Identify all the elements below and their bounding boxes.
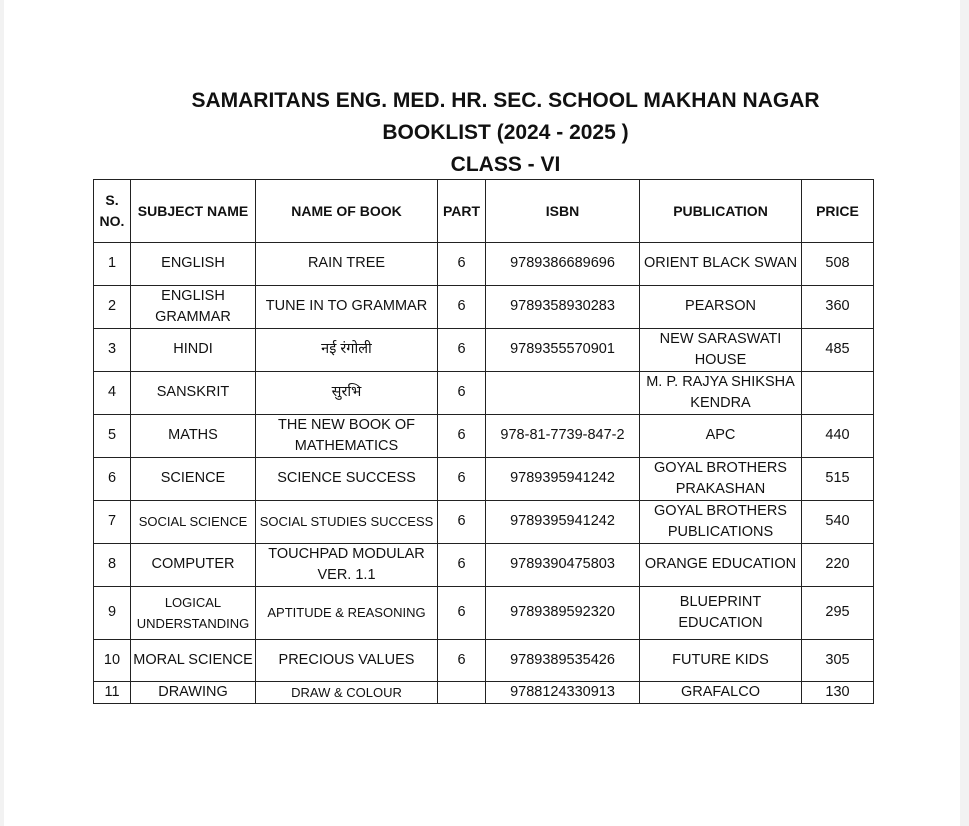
booklist-table — [93, 179, 874, 704]
cell-isbn: 9788124330913 — [486, 682, 640, 704]
table-row — [94, 371, 874, 414]
table-header-row — [94, 180, 874, 243]
cell-book: DRAW & COLOUR — [256, 682, 438, 704]
cell-part: 6 — [438, 371, 486, 414]
cell-price: 130 — [802, 682, 874, 704]
cell-isbn: 9789390475803 — [486, 543, 640, 586]
table-row — [94, 243, 874, 286]
column-header-sno: S. NO. — [94, 180, 131, 243]
cell-publication: BLUEPRINT EDUCATION — [640, 586, 802, 639]
cell-part — [438, 682, 486, 704]
cell-price: 515 — [802, 457, 874, 500]
cell-publication: APC — [640, 414, 802, 457]
cell-sno: 8 — [94, 543, 131, 586]
cell-part: 6 — [438, 243, 486, 286]
cell-isbn: 9789395941242 — [486, 500, 640, 543]
column-header-part: PART — [438, 180, 486, 243]
cell-book: THE NEW BOOK OF MATHEMATICS — [256, 414, 438, 457]
cell-publication: NEW SARASWATI HOUSE — [640, 328, 802, 371]
cell-price: 440 — [802, 414, 874, 457]
cell-price — [802, 371, 874, 414]
column-header-isbn: ISBN — [486, 180, 640, 243]
cell-book: PRECIOUS VALUES — [256, 639, 438, 682]
cell-publication: PEARSON — [640, 285, 802, 328]
cell-publication: M. P. RAJYA SHIKSHA KENDRA — [640, 371, 802, 414]
class-title: CLASS - VI — [450, 153, 561, 176]
cell-subject: DRAWING — [131, 682, 256, 704]
cell-subject: SOCIAL SCIENCE — [131, 500, 256, 543]
cell-book: TUNE IN TO GRAMMAR — [256, 285, 438, 328]
table-row — [94, 639, 874, 682]
table-row — [94, 500, 874, 543]
cell-subject: SCIENCE — [131, 457, 256, 500]
table-row — [94, 414, 874, 457]
table-row — [94, 543, 874, 586]
cell-book: नई रंगोली — [256, 328, 438, 371]
cell-price: 540 — [802, 500, 874, 543]
cell-sno: 11 — [94, 682, 131, 704]
cell-subject: MORAL SCIENCE — [131, 639, 256, 682]
cell-book: RAIN TREE — [256, 243, 438, 286]
cell-part: 6 — [438, 328, 486, 371]
cell-isbn: 9789395941242 — [486, 457, 640, 500]
cell-subject: COMPUTER — [131, 543, 256, 586]
column-header-publication: PUBLICATION — [640, 180, 802, 243]
cell-sno: 7 — [94, 500, 131, 543]
cell-isbn — [486, 371, 640, 414]
school-name: SAMARITANS ENG. MED. HR. SEC. SCHOOL MAKHAN NAGAR — [191, 89, 820, 112]
cell-part: 6 — [438, 586, 486, 639]
cell-book: SCIENCE SUCCESS — [256, 457, 438, 500]
cell-isbn: 9789386689696 — [486, 243, 640, 286]
cell-publication: ORIENT BLACK SWAN — [640, 243, 802, 286]
cell-subject: SANSKRIT — [131, 371, 256, 414]
cell-book: सुरभि — [256, 371, 438, 414]
cell-sno: 6 — [94, 457, 131, 500]
cell-part: 6 — [438, 543, 486, 586]
cell-price: 305 — [802, 639, 874, 682]
cell-part: 6 — [438, 639, 486, 682]
cell-isbn: 9789358930283 — [486, 285, 640, 328]
cell-subject: ENGLISH GRAMMAR — [131, 285, 256, 328]
table-row — [94, 682, 874, 704]
cell-price: 485 — [802, 328, 874, 371]
cell-price: 295 — [802, 586, 874, 639]
cell-isbn: 9789355570901 — [486, 328, 640, 371]
cell-subject: LOGICAL UNDERSTANDING — [131, 586, 256, 639]
cell-book: APTITUDE & REASONING — [256, 586, 438, 639]
cell-sno: 1 — [94, 243, 131, 286]
document-page — [4, 0, 960, 826]
cell-price: 360 — [802, 285, 874, 328]
cell-part: 6 — [438, 500, 486, 543]
booklist-title: BOOKLIST (2024 - 2025 ) — [382, 121, 629, 144]
cell-isbn: 9789389592320 — [486, 586, 640, 639]
cell-sno: 5 — [94, 414, 131, 457]
cell-publication: GRAFALCO — [640, 682, 802, 704]
cell-publication: GOYAL BROTHERS PRAKASHAN — [640, 457, 802, 500]
cell-publication: GOYAL BROTHERS PUBLICATIONS — [640, 500, 802, 543]
table-row — [94, 457, 874, 500]
cell-part: 6 — [438, 285, 486, 328]
cell-book: SOCIAL STUDIES SUCCESS — [256, 500, 438, 543]
cell-subject: HINDI — [131, 328, 256, 371]
cell-isbn: 978-81-7739-847-2 — [486, 414, 640, 457]
cell-sno: 2 — [94, 285, 131, 328]
column-header-subject: SUBJECT NAME — [131, 180, 256, 243]
cell-publication: ORANGE EDUCATION — [640, 543, 802, 586]
cell-sno: 4 — [94, 371, 131, 414]
cell-subject: MATHS — [131, 414, 256, 457]
table-row — [94, 586, 874, 639]
cell-price: 220 — [802, 543, 874, 586]
cell-isbn: 9789389535426 — [486, 639, 640, 682]
column-header-price: PRICE — [802, 180, 874, 243]
cell-sno: 9 — [94, 586, 131, 639]
column-header-book: NAME OF BOOK — [256, 180, 438, 243]
cell-price: 508 — [802, 243, 874, 286]
cell-part: 6 — [438, 414, 486, 457]
cell-sno: 10 — [94, 639, 131, 682]
table-row — [94, 328, 874, 371]
cell-sno: 3 — [94, 328, 131, 371]
cell-book: TOUCHPAD MODULAR VER. 1.1 — [256, 543, 438, 586]
cell-part: 6 — [438, 457, 486, 500]
table-row — [94, 285, 874, 328]
cell-publication: FUTURE KIDS — [640, 639, 802, 682]
cell-subject: ENGLISH — [131, 243, 256, 286]
